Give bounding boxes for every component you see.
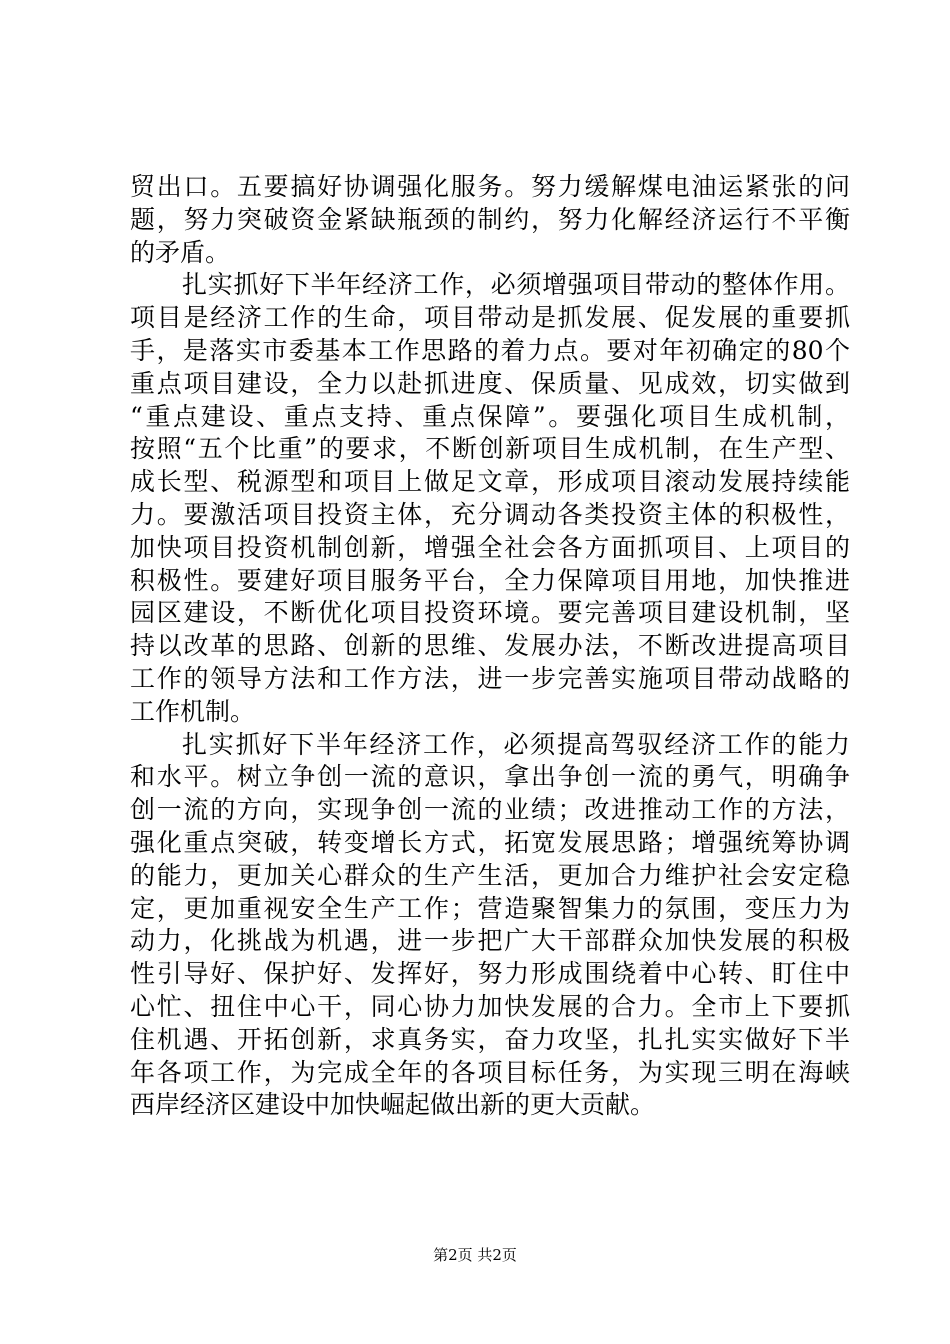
paragraph-line: 力。要激活项目投资主体，充分调动各类投资主体的积极性，	[130, 499, 850, 529]
page-footer: 第2页 共2页	[433, 1246, 517, 1264]
paragraph-1	[130, 171, 850, 269]
paragraph-line: 动力，化挑战为机遇，进一步把广大干部群众加快发展的积极	[130, 926, 850, 956]
paragraph-line: 工作的领导方法和工作方法，进一步完善实施项目带动战略的	[130, 663, 850, 693]
paragraph-line: 强化重点突破，转变增长方式，拓宽发展思路；增强统筹协调	[130, 827, 850, 857]
paragraph-line: 持以改革的思路、创新的思维、发展办法，不断改进提高项目	[130, 631, 850, 661]
paragraph-line: 加快项目投资机制创新，增强全社会各方面抓项目、上项目的	[130, 532, 850, 562]
paragraph-2	[130, 269, 850, 728]
paragraph-line: 的矛盾。	[130, 237, 231, 267]
paragraph-line: 性引导好、保护好、发挥好，努力形成围绕着中心转、盯住中	[130, 959, 850, 989]
paragraph-line: 贸出口。五要搞好协调强化服务。努力缓解煤电油运紧张的问	[130, 172, 850, 201]
paragraph-line: 年各项工作，为完成全年的各项目标任务，为实现三明在海峡	[130, 1057, 850, 1087]
paragraph-line: 扎实抓好下半年经济工作，必须提高驾驭经济工作的能力	[182, 729, 850, 759]
paragraph-line: 手，是落实市委基本工作思路的着力点。要对年初确定的80个	[130, 335, 850, 365]
paragraph-line: 积极性。要建好项目服务平台，全力保障项目用地，加快推进	[130, 565, 850, 595]
paragraph-line: 扎实抓好下半年经济工作，必须增强项目带动的整体作用。	[182, 270, 850, 300]
paragraph-line: 和水平。树立争创一流的意识，拿出争创一流的勇气，明确争	[130, 762, 850, 792]
paragraph-line: “重点建设、重点支持、重点保障”。要强化项目生成机制，	[130, 401, 850, 431]
paragraph-line: 工作机制。	[130, 696, 256, 726]
paragraph-line: 的能力，更加关心群众的生产生活，更加合力维护社会安定稳	[130, 860, 850, 890]
paragraph-line: 西岸经济区建设中加快崛起做出新的更大贡献。	[130, 1090, 656, 1120]
paragraph-line: 心忙、扭住中心干，同心协力加快发展的合力。全市上下要抓	[130, 991, 850, 1021]
paragraph-line: 题，努力突破资金紧缺瓶颈的制约，努力化解经济运行不平衡	[130, 204, 850, 234]
paragraph-line: 定，更加重视安全生产工作；营造聚智集力的氛围，变压力为	[130, 893, 850, 923]
paragraph-line: 重点项目建设，全力以赴抓进度、保质量、见成效，切实做到	[130, 368, 850, 398]
paragraph-line: 成长型、税源型和项目上做足文章，形成项目滚动发展持续能	[130, 467, 850, 497]
paragraph-line: 按照“五个比重”的要求，不断创新项目生成机制，在生产型、	[130, 434, 850, 464]
document-body	[130, 171, 850, 1122]
paragraph-3	[130, 729, 850, 1123]
paragraph-line: 项目是经济工作的生命，项目带动是抓发展、促发展的重要抓	[130, 303, 850, 333]
paragraph-line: 创一流的方向，实现争创一流的业绩；改进推动工作的方法，	[130, 795, 850, 825]
paragraph-line: 住机遇、开拓创新，求真务实，奋力攻坚，扎扎实实做好下半	[130, 1024, 850, 1054]
paragraph-line: 园区建设，不断优化项目投资环境。要完善项目建设机制，坚	[130, 598, 850, 628]
